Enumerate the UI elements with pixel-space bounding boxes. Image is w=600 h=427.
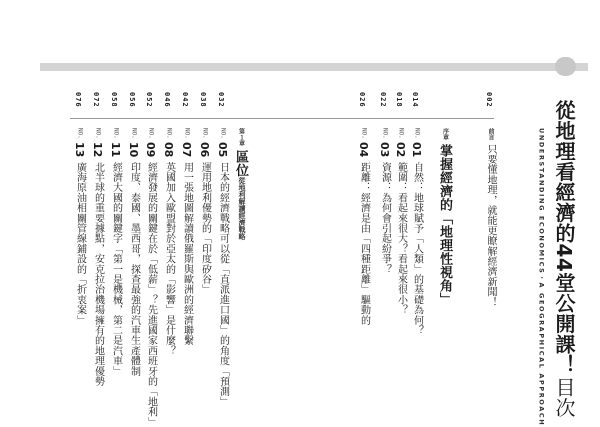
book-subtitle-english: UNDERSTANDING ECONOMICS・A GEOGRAPHICAL APPROACH (537, 128, 546, 427)
entry-no-label: NO. (201, 128, 209, 139)
entry-number: 07 (180, 141, 193, 158)
prologue-label: 序章 (441, 128, 449, 140)
page-number: 056 (128, 92, 136, 108)
entry-number: 01 (410, 141, 423, 158)
entry-number: 03 (378, 141, 391, 158)
toc-entry[interactable] (110, 128, 121, 376)
toc-entry[interactable] (128, 128, 139, 376)
entry-title: 資源：為何會引起紛爭？ (379, 162, 391, 275)
toc-entry[interactable] (74, 128, 85, 325)
page-number: 014 (411, 92, 419, 108)
entry-no-label: NO. (165, 128, 173, 139)
prologue-heading (438, 128, 451, 306)
entry-no-label: NO. (219, 128, 227, 139)
book-title (554, 100, 574, 418)
entry-title: 自然：地球賦予「人類」的基礎為何？ (411, 162, 423, 336)
entry-no-label: NO. (130, 128, 138, 139)
header-band-cap (555, 57, 576, 76)
page-number: 002 (485, 92, 493, 108)
entry-number: 10 (127, 141, 140, 158)
preface-entry[interactable] (485, 128, 495, 307)
entry-no-label: NO. (76, 128, 84, 139)
entry-no-label: NO. (147, 128, 155, 139)
page-number: 042 (181, 92, 189, 108)
toc-entry[interactable] (411, 128, 422, 336)
entry-title: 日本的經濟戰略可以從「直派進口國」的角度「預測」 (217, 162, 229, 407)
toc-entry[interactable] (395, 128, 406, 315)
toc-entry[interactable] (145, 128, 156, 427)
book-title-suffix: 目次 (552, 376, 576, 418)
page-number: 038 (199, 92, 207, 108)
chapter-title: 區位 (233, 150, 248, 177)
entry-number: 08 (162, 141, 175, 158)
entry-title: 範圍：看起來很大？看起來很小？ (395, 162, 407, 316)
entry-title: 英國加入歐盟對於亞太的「影響」是什麼？ (163, 162, 175, 356)
entry-number: 02 (394, 141, 407, 158)
entry-number: 11 (109, 141, 122, 158)
entry-no-label: NO. (112, 128, 120, 139)
entry-number: 13 (73, 141, 86, 158)
chapter-label: 第１章 (237, 128, 245, 146)
book-title-main: 從地理看經濟的44堂公開課！ (552, 100, 576, 375)
entry-number: 06 (198, 141, 211, 158)
entry-title: 運用地利優勢的「印度矽谷」 (199, 162, 211, 295)
chapter-heading (234, 128, 247, 240)
entry-number: 12 (91, 141, 104, 158)
toc-entry[interactable] (181, 128, 192, 346)
entry-no-label: NO. (413, 128, 421, 139)
toc-entry[interactable] (199, 128, 210, 295)
header-band (40, 63, 588, 71)
page-number: 058 (110, 92, 118, 108)
page-number: 046 (163, 92, 171, 108)
preface-label: 前言 (487, 128, 494, 140)
page-number: 032 (217, 92, 225, 108)
toc-entry[interactable] (163, 128, 174, 356)
entry-title: 距離：經濟是由「四種距離」驅動的 (358, 162, 370, 326)
toc-entry[interactable] (358, 128, 369, 325)
entry-title: 經濟發展的關鍵在於「低薪」？先進國家西班牙的「地利」 (145, 162, 157, 427)
entry-title: 印度、泰國、墨西哥，探查最強的汽車生產體制 (128, 162, 140, 377)
page-number: 018 (395, 92, 403, 108)
page-number: 022 (379, 92, 387, 108)
separator-rule (70, 118, 494, 119)
toc-entry[interactable] (217, 128, 228, 407)
page-number: 072 (92, 92, 100, 108)
entry-no-label: NO. (94, 128, 102, 139)
entry-no-label: NO. (381, 128, 389, 139)
entry-number: 09 (144, 141, 157, 158)
entry-title: 用一張地圖解讀俄羅斯與歐洲的經濟聯繫 (181, 162, 193, 346)
entry-no-label: NO. (183, 128, 191, 139)
entry-no-label: NO. (360, 128, 368, 139)
page-number: 026 (358, 92, 366, 108)
entry-title: 北半球的重要據點，安克拉治機場擁有的地理優勢 (92, 162, 104, 387)
entry-number: 05 (216, 141, 229, 158)
toc-entry[interactable] (379, 128, 390, 274)
page-number: 052 (145, 92, 153, 108)
toc-entry[interactable] (92, 128, 103, 387)
entry-no-label: NO. (397, 128, 405, 139)
page-number: 076 (74, 92, 82, 108)
entry-title: 廣海原油相關管線鋪設的「折衷案」 (74, 162, 86, 326)
preface-text: 只要懂地理，就能更瞭解經濟新聞！ (485, 144, 496, 308)
entry-number: 04 (357, 141, 370, 158)
prologue-title: 掌握經濟的「地理性視角」 (437, 144, 452, 306)
chapter-subtitle: 從地利解讀經濟戰略 (238, 177, 246, 240)
entry-title: 經濟大國的關鍵字「第一是機械，第二是汽車」 (110, 162, 122, 377)
